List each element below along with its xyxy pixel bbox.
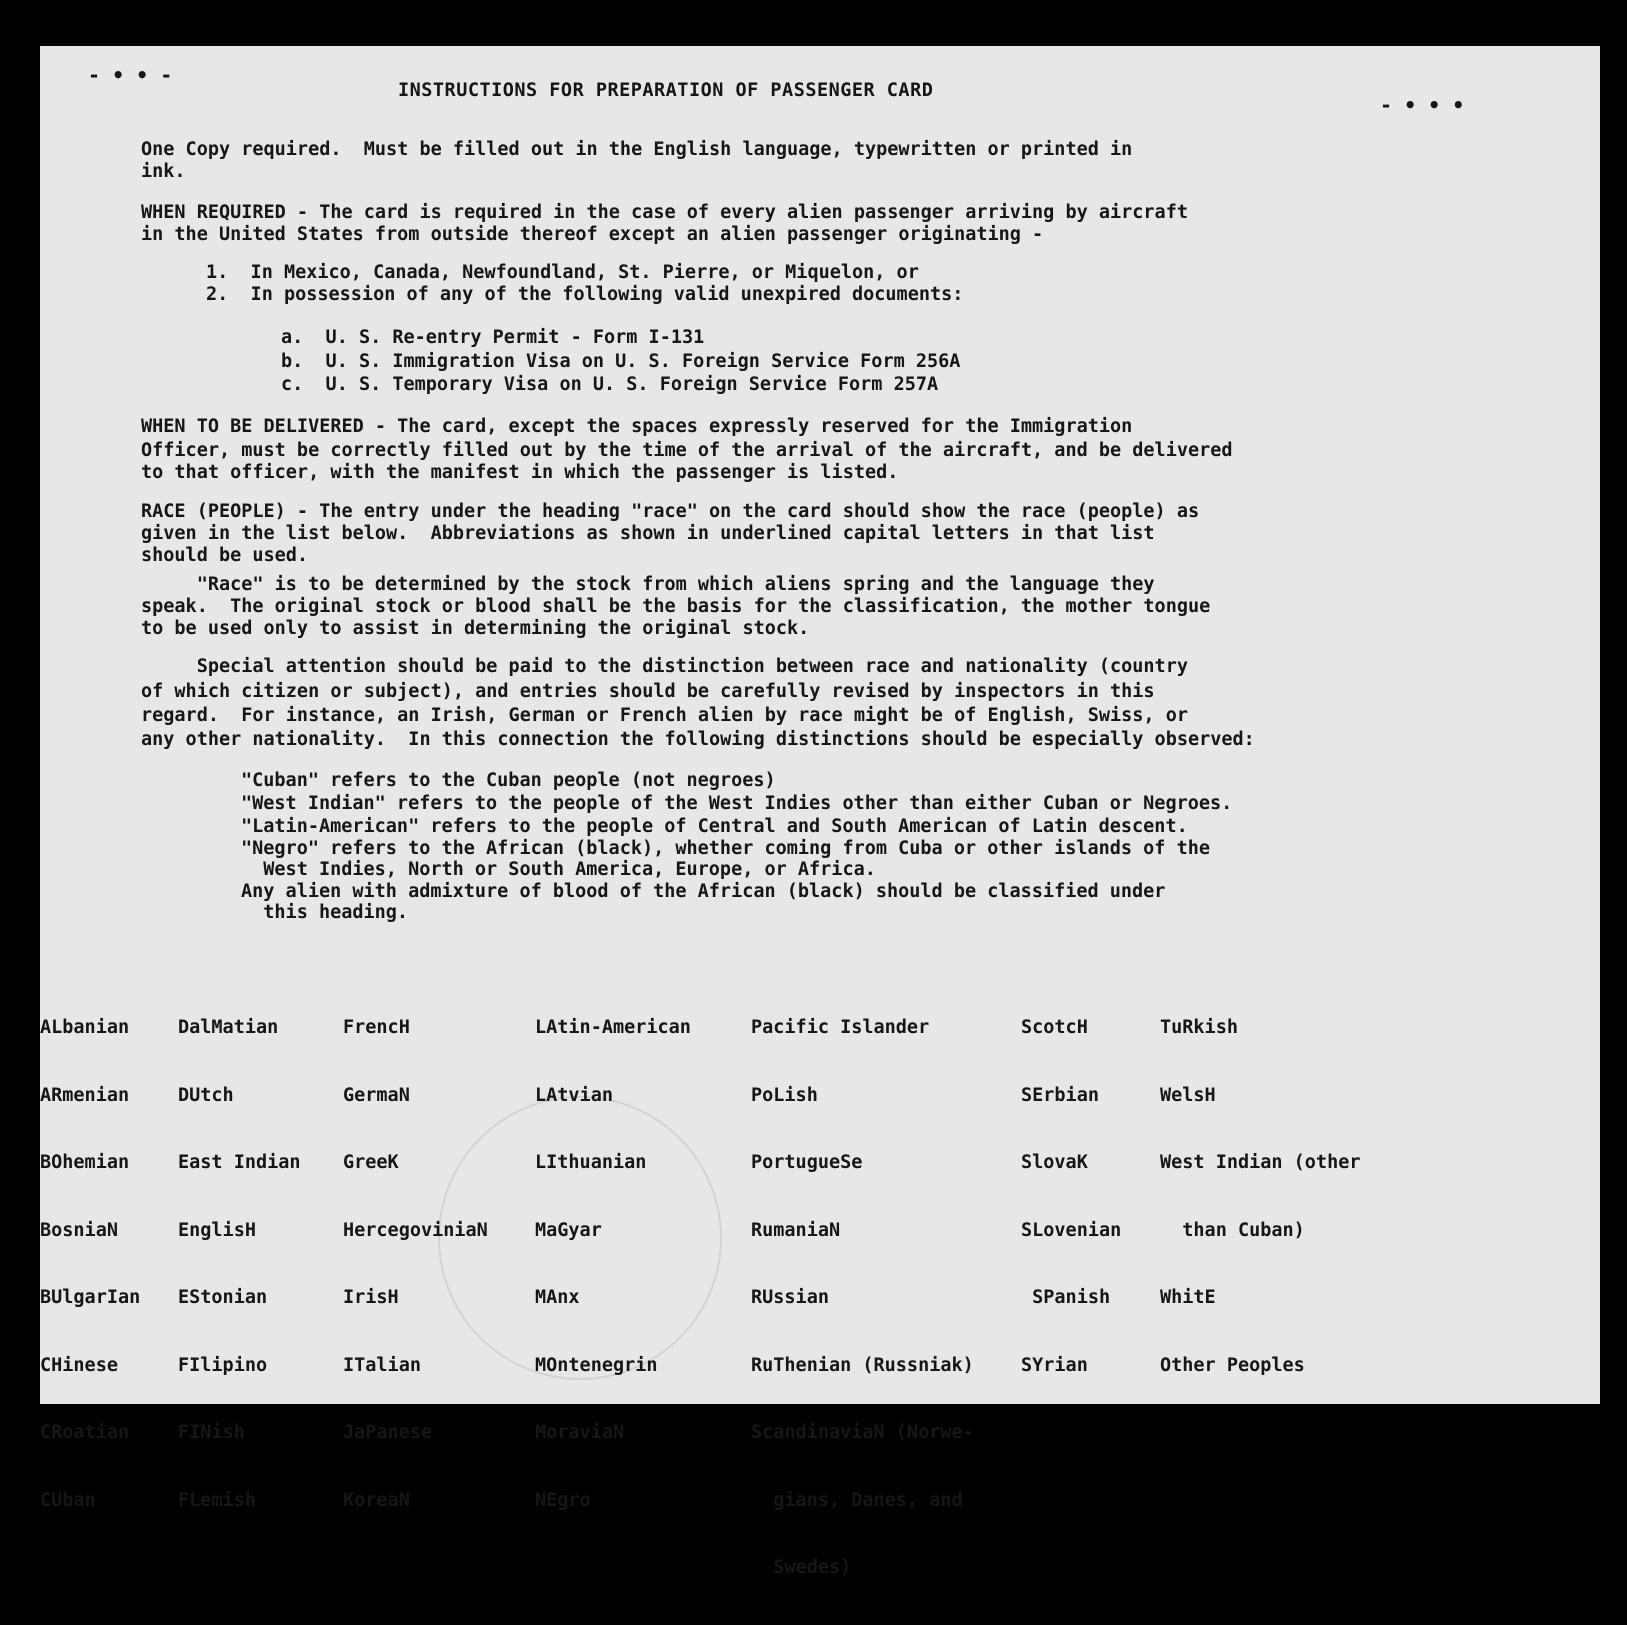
text-line: given in the list below. Abbreviations as shown in underlined capital letters in that list (141, 523, 1155, 544)
distinction-line: this heading. (241, 902, 409, 923)
race-entry: CRoatian (40, 1422, 130, 1443)
race-entry: MoraviaN (535, 1422, 625, 1443)
distinction-line: "Negro" refers to the African (black), whether coming from Cuba or other islands of the (241, 838, 1211, 859)
race-entry: Pacific Islander (751, 1017, 930, 1038)
distinction-line: West Indies, North or South America, Europe, or Africa. (241, 859, 876, 880)
race-entry: SYrian (1021, 1354, 1088, 1376)
race-entry: FrencH (343, 1017, 410, 1038)
race-entry: RumaniaN (751, 1219, 841, 1241)
race-column-1 (40, 972, 140, 1557)
list-item: 1. In Mexico, Canada, Newfoundland, St. Pierre, or Miquelon, or (206, 262, 919, 283)
race-entry: TuRkish (1160, 1017, 1238, 1038)
race-entry: ITalian (343, 1354, 421, 1376)
race-entry: Swedes) (751, 1557, 852, 1578)
distinction-line: "West Indian" refers to the people of the West Indies other than either Cuban or Negroes. (241, 793, 1233, 814)
text-line: regard. For instance, an Irish, German or French alien by race might be of English, Swiss, or (141, 705, 1188, 726)
race-entry: HercegoviniaN (343, 1219, 488, 1241)
race-entry: gians, Danes, and (751, 1489, 963, 1511)
race-entry: EStonian (178, 1287, 268, 1308)
race-entry: SPanish (1021, 1287, 1111, 1308)
race-entry: GermaN (343, 1084, 410, 1106)
race-entry: NEgro (535, 1489, 591, 1511)
race-column-2 (178, 972, 301, 1557)
text-line: should be used. (141, 545, 309, 566)
race-entry: EnglisH (178, 1219, 256, 1241)
race-entry: ARmenian (40, 1084, 130, 1106)
race-entry: PoLish (751, 1084, 818, 1106)
list-item: c. U. S. Temporary Visa on U. S. Foreign Service Form 257A (281, 374, 939, 395)
race-entry: SlovaK (1021, 1152, 1088, 1173)
race-entry: Other Peoples (1160, 1354, 1305, 1376)
race-entry: MOntenegrin (535, 1354, 658, 1376)
race-entry: BOhemian (40, 1152, 130, 1173)
distinction-line: "Cuban" refers to the Cuban people (not negroes) (241, 770, 776, 791)
text-line: WHEN TO BE DELIVERED - The card, except the spaces expressly reserved for the Immigration (141, 416, 1133, 437)
race-entry: ALbanian (40, 1017, 130, 1038)
race-entry: DUtch (178, 1084, 234, 1106)
race-entry: CUban (40, 1489, 96, 1511)
race-entry: JaPanese (343, 1422, 433, 1443)
race-entry: GreeK (343, 1152, 399, 1173)
text-line: Officer, must be correctly filled out by the time of the arrival of the aircraft, and be delivered (141, 440, 1233, 461)
race-column-4 (535, 972, 691, 1557)
race-entry: ScandinaviaN (Norwe- (751, 1422, 974, 1443)
race-entry: East Indian (178, 1152, 301, 1173)
text-line: to that officer, with the manifest in which the passenger is listed. (141, 462, 899, 483)
race-entry: KoreaN (343, 1489, 410, 1511)
race-entry: MaGyar (535, 1219, 602, 1241)
text-line: of which citizen or subject), and entries should be carefully revised by inspectors in this (141, 681, 1155, 702)
race-entry: RUssian (751, 1287, 829, 1308)
race-entry: IrisH (343, 1287, 399, 1308)
race-column-3 (343, 972, 488, 1557)
margin-marks-right: - • • • (1380, 93, 1465, 117)
race-column-7 (1160, 972, 1360, 1422)
race-entry: MAnx (535, 1287, 580, 1308)
text-line: "Race" is to be determined by the stock from which aliens spring and the language they (141, 574, 1155, 595)
text-line: ink. (141, 161, 186, 182)
list-item: a. U. S. Re-entry Permit - Form I-131 (281, 327, 705, 348)
text-line: in the United States from outside thereof except an alien passenger originating - (141, 224, 1044, 245)
race-column-6 (1021, 972, 1121, 1422)
list-item: 2. In possession of any of the following valid unexpired documents: (206, 284, 964, 305)
race-entry: LIthuanian (535, 1152, 647, 1173)
race-entry: West Indian (other (1160, 1152, 1361, 1173)
race-entry: CHinese (40, 1354, 118, 1376)
race-entry: PortugueSe (751, 1152, 863, 1173)
race-entry: WelsH (1160, 1084, 1216, 1106)
text-line: any other nationality. In this connection the following distinctions should be especially observed: (141, 729, 1255, 750)
text-line: WHEN REQUIRED - The card is required in the case of every alien passenger arriving by aircraft (141, 202, 1188, 223)
race-entry: BosniaN (40, 1219, 118, 1241)
text-line: One Copy required. Must be filled out in the English language, typewritten or printed in (141, 139, 1133, 160)
race-entry: FINish (178, 1422, 245, 1443)
race-entry: WhitE (1160, 1287, 1216, 1308)
race-entry: LAtin-American (535, 1017, 691, 1038)
list-item: b. U. S. Immigration Visa on U. S. Foreign Service Form 256A (281, 351, 961, 372)
race-column-5 (751, 972, 974, 1625)
document-page (40, 46, 1600, 1578)
race-entry: ScotcH (1021, 1017, 1088, 1038)
race-entry: BUlgarIan (40, 1287, 141, 1308)
text-line: speak. The original stock or blood shall be the basis for the classification, the mother tongue (141, 596, 1211, 617)
document-title: INSTRUCTIONS FOR PREPARATION OF PASSENGER CARD (398, 80, 934, 101)
distinction-line: Any alien with admixture of blood of the African (black) should be classified under (241, 881, 1166, 902)
race-entry: DalMatian (178, 1017, 279, 1038)
text-line: to be used only to assist in determining the original stock. (141, 618, 810, 639)
race-entry: RuThenian (Russniak) (751, 1354, 974, 1376)
margin-marks-left: - • • - (88, 63, 173, 87)
race-entry: than Cuban) (1160, 1219, 1305, 1241)
text-line: Special attention should be paid to the distinction between race and nationality (country (141, 656, 1188, 677)
race-entry: LAtvian (535, 1084, 613, 1106)
race-entry: FIlipino (178, 1354, 268, 1376)
distinction-line: "Latin-American" refers to the people of Central and South American of Latin descent. (241, 816, 1188, 837)
text-line: RACE (PEOPLE) - The entry under the heading "race" on the card should show the race (people) as (141, 501, 1200, 522)
race-entry: SLovenian (1021, 1219, 1122, 1241)
race-entry: SErbian (1021, 1084, 1099, 1106)
race-entry: FLemish (178, 1489, 256, 1511)
